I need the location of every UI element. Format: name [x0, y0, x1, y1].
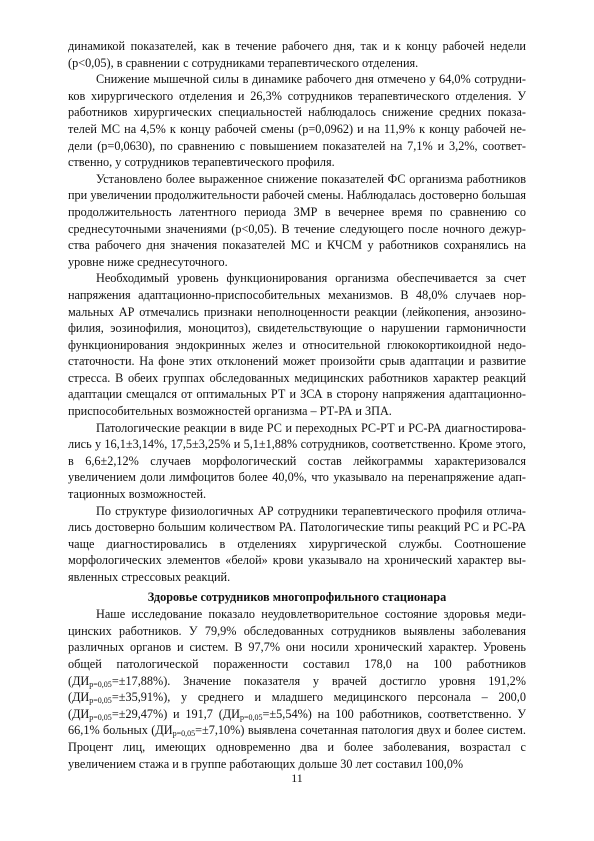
confidence-subscript: р=0,05 — [89, 696, 112, 706]
page-number: 11 — [291, 771, 303, 785]
confidence-subscript: р=0,05 — [172, 729, 196, 739]
paragraph-6: По структуре физиологичных АР сотрудники терапевтического профиля отличались достоверно большим количеством РА. Патологические типы реакций РС и РС-РА чаще диагностировались в отделениях хирургической службы. Соотношение морфологических элементов «белой» крови указывало на хронический характер выявленных стрессовых реакций. — [68, 503, 526, 584]
paragraph-7 — [68, 606, 526, 772]
paragraph-4: Необходимый уровень функционирования организма обеспечивается за счет напряжения адаптационно-приспособительных механизмов. В 48,0% случаев нормальных АР отмечались признаки неполноценности реакции (лейкопения, анэозинофилия, эозинофилия, моноцитоз), свидетельствующие о нарушении гармоничности функционирования эндокринных желез и относительной глюкокортикоидной недостаточности. На фоне этих отклонений может произойти срыв адаптации и развитие стресса. В обеих группах обследованных медицинских работников характер реакций адаптации смещался от оптимальных РТ и ЗСА в сторону напряжения адаптационно-приспособительных возможностей организма – РТ-РА и ЗПА. — [68, 271, 526, 419]
paragraph-7-text-3: =±35,91%), у среднего и младшего медицинского персонала – 200,0 (ДИ — [68, 690, 526, 721]
paragraph-2: Снижение мышечной силы в динамике рабочего дня отмечено у 64,0% сотрудников хирургического отделения и 26,3% сотрудников терапевтического отделения. У работников хирургических специальностей наблюдалось снижение средних показателей МС на 4,5% к концу рабочей смены (р=0,0962) и на 11,9% к концу рабочей недели (р=0,0630), по сравнению с повышением показателей на 7,1% и 3,2%, соответственно, у сотрудников терапевтического профиля. — [68, 72, 526, 170]
paragraph-7-text-2: =±17,88%). Значение показателя у врачей достигло уровня 191,2% (ДИ — [68, 673, 526, 705]
paragraph-7-text-6: =±7,10%) выявлена сочетанная патология двух и более систем. Процент лиц, имеющих одновременно два и более заболевания, возрастал с увеличением стажа и в группе работающих дольше 30 лет составил 100,0% — [68, 723, 526, 771]
paragraph-1: динамикой показателей, как в течение рабочего дня, так и к концу рабочей недели (р<0,05), в сравнении с сотрудниками терапевтического отделения. — [68, 39, 526, 70]
paragraph-7-text-4: =±29,47%) и 191,7 (ДИ — [111, 706, 240, 721]
paragraph-5: Патологические реакции в виде РС и переходных РС-РТ и РС-РА диагностировались у 16,1±3,14%, 17,5±3,25% и 5,1±1,88% сотрудников, соответственно. Кроме этого, в 6,6±2,12% случаев морфологический состав лейкограммы характеризовался увеличением доли лимфоцитов более 40,0%, что указывало на перенапряжение адаптационных возможностей. — [68, 420, 526, 502]
paragraph-7-text-5: =±5,54%) на 100 работников, соответственно. У 66,1% больных (ДИ — [68, 706, 526, 738]
section-heading: Здоровье сотрудников многопрофильного стационара — [147, 589, 447, 604]
paragraph-7-text-1: Наше исследование показало неудовлетворительное состояние здоровья медицинских работников. У 79,9% обследованных сотрудников выявлены заболевания различных органов и систем. В 97,7% они носили хронический характер. Уровень общей патологической пораженности составил 178,0 на 100 работников (ДИ — [68, 607, 526, 688]
confidence-subscript: р=0,05 — [89, 712, 112, 722]
confidence-subscript: р=0,05 — [89, 679, 112, 689]
confidence-subscript: р=0,05 — [239, 712, 263, 722]
paragraph-3: Установлено более выраженное снижение показателей ФС организма работников при увеличении продолжительности рабочей смены. Наблюдалась достоверно большая продолжительность латентного периода ЗМР в вечернее время по сравнению со среднесуточными значениями (р<0,05). В течение следующего после ночного дежурства рабочего дня значения показателей МС и КЧСМ у работников сохранялись на уровне ниже среднесуточного. — [68, 171, 526, 269]
